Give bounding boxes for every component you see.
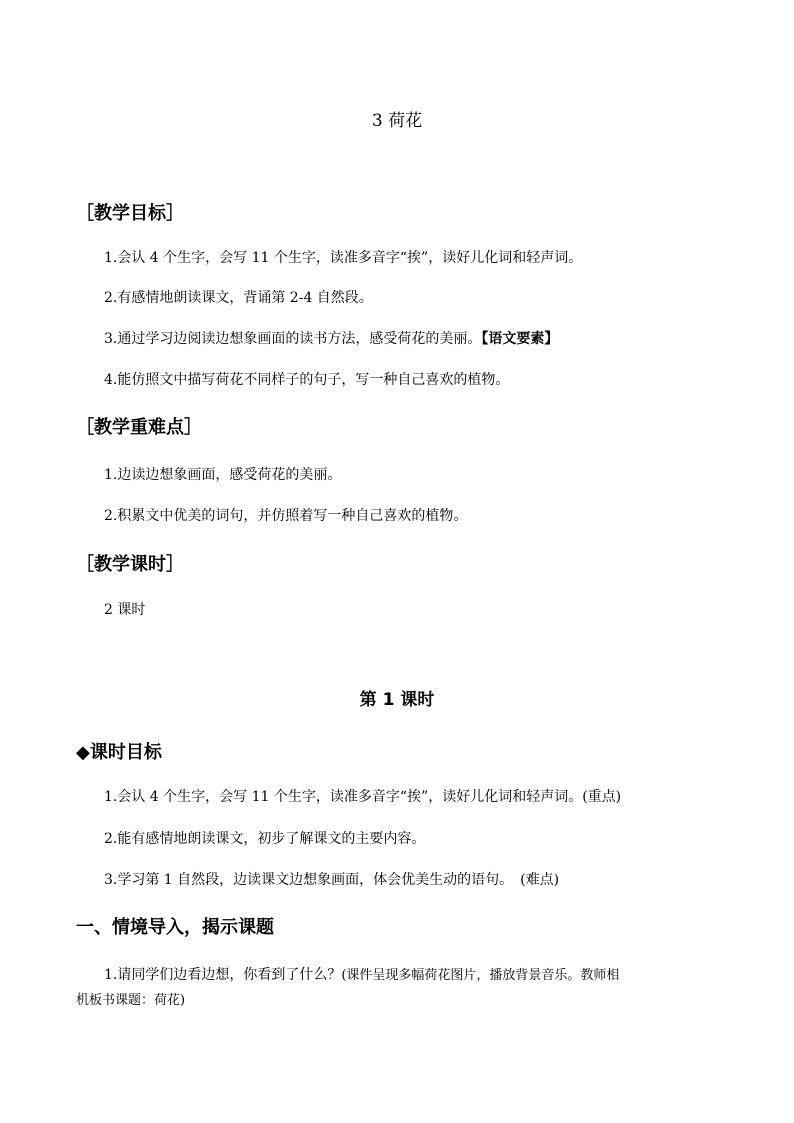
key-point-2: 2.积累文中优美的词句，并仿照着写一种自己喜欢的植物。 — [104, 508, 468, 524]
section-1-note-line-1: (课件呈现多幅荷花图片，播放背景音乐。教师相 — [341, 968, 620, 983]
objective-3-tag: 【语文要素】 — [481, 331, 559, 347]
objective-3-text: 3.通过学习边阅读边想象画面的读书方法，感受荷花的美丽。 — [104, 331, 482, 347]
lesson-1-title: 第 1 课时 — [359, 690, 435, 710]
lesson-1-goal-1: 1.会认 4 个生字，会写 11 个生字，读准多音字“挨”，读好儿化词和轻声词。(重点) — [104, 789, 622, 805]
section-1-question — [104, 964, 619, 984]
section-1-question-text: 1.请同学们边看边想，你看到了什么？ — [104, 967, 342, 983]
objective-1: 1.会认 4 个生字，会写 11 个生字，读准多音字“挨”，读好儿化词和轻声词。 — [104, 250, 583, 266]
section-1-heading: 一、情境导入，揭示课题 — [76, 917, 274, 938]
hours-value: 2 课时 — [104, 602, 146, 618]
lesson-1-goal-2: 2.能有感情地朗读课文，初步了解课文的主要内容。 — [104, 831, 426, 847]
section-1-note-line-2: 机板书课题：荷花) — [76, 993, 186, 1008]
objective-2: 2.有感情地朗读课文，背诵第 2-4 自然段。 — [104, 290, 373, 306]
key-points-heading: ［教学重难点］ — [76, 417, 202, 438]
objective-4: 4.能仿照文中描写荷花不同样子的句子，写一种自己喜欢的植物。 — [104, 372, 510, 388]
hours-heading: ［教学课时］ — [76, 554, 184, 575]
key-point-1: 1.边读边想象画面，感受荷花的美丽。 — [104, 467, 342, 483]
objective-3 — [104, 328, 558, 348]
objectives-heading: ［教学目标］ — [76, 203, 184, 224]
lesson-1-goal-heading: ◆课时目标 — [76, 742, 162, 763]
lesson-1-goal-3: 3.学习第 1 自然段，边读课文边想象画面，体会优美生动的语句。 (难点) — [104, 872, 560, 888]
doc-title: 3 荷花 — [371, 111, 423, 131]
